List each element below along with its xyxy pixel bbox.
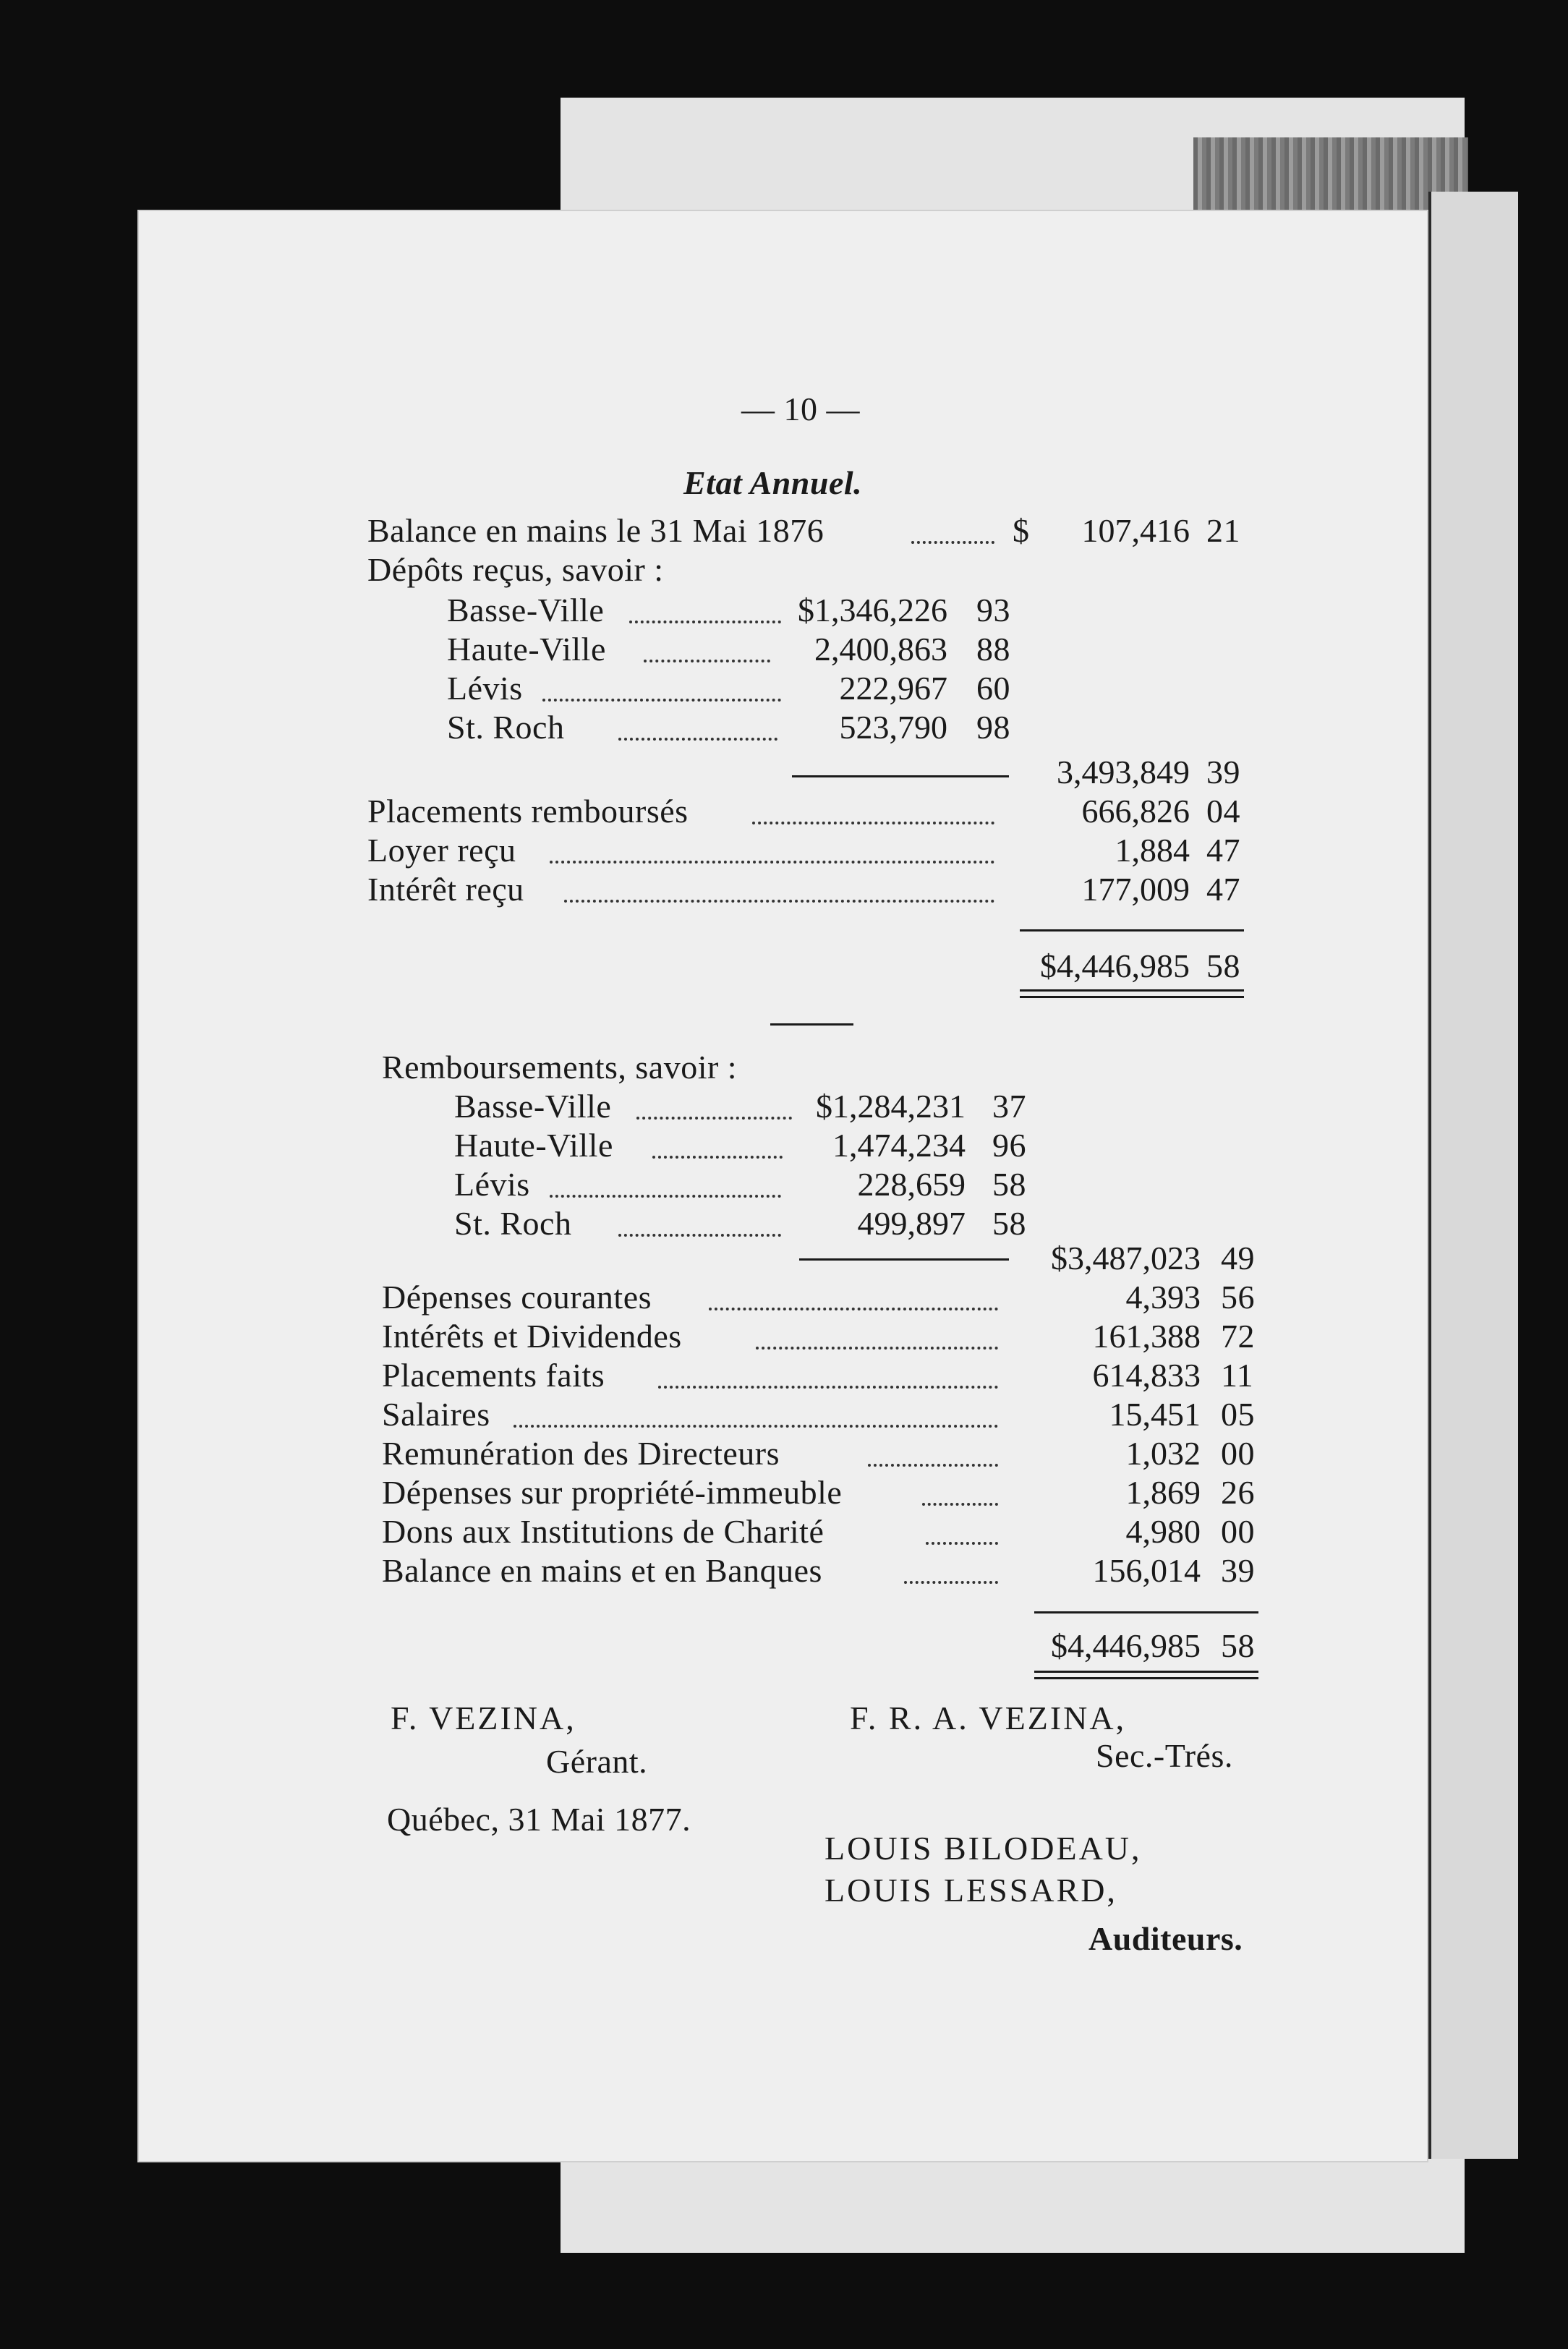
deposit-amount: 222,967: [839, 670, 947, 707]
leader-dots: [658, 1386, 998, 1389]
deposits-total-amount: 3,493,849: [1057, 754, 1190, 790]
section-divider: [770, 1023, 853, 1026]
double-rule: [1034, 1671, 1258, 1679]
expense-cents: 11: [1221, 1357, 1254, 1394]
receipt-label: Loyer reçu: [367, 832, 516, 869]
repayment-label: St. Roch: [454, 1205, 572, 1242]
manager-name: F. VEZINA,: [391, 1700, 576, 1736]
expense-cents: 05: [1221, 1396, 1255, 1433]
receipt-label: Placements remboursés: [367, 793, 689, 830]
opening-balance-dollar: $: [1013, 512, 1030, 549]
expense-label: Dépenses courantes: [382, 1279, 652, 1316]
repayment-cents: 37: [992, 1088, 1026, 1125]
page-number: — 10 —: [741, 391, 860, 427]
auditor-name: LOUIS LESSARD,: [825, 1872, 1117, 1909]
leader-dots: [926, 1542, 998, 1545]
place-and-date: Québec, 31 Mai 1877.: [387, 1801, 691, 1838]
expense-cents: 00: [1221, 1435, 1255, 1472]
double-rule: [1020, 989, 1244, 998]
deposit-cents: 98: [976, 709, 1010, 746]
receipt-amount: 1,884: [1115, 832, 1190, 869]
leader-dots: [911, 541, 994, 544]
leader-dots: [514, 1425, 998, 1428]
leader-dots: [752, 822, 994, 824]
total-rule: [1034, 1611, 1258, 1613]
repayment-amount: 499,897: [857, 1205, 966, 1242]
total-rule: [1020, 929, 1244, 932]
leader-dots: [564, 900, 994, 903]
repayment-amount: 228,659: [857, 1166, 966, 1203]
repayment-cents: 58: [992, 1166, 1026, 1203]
receipt-amount: 177,009: [1081, 871, 1190, 908]
deposit-cents: 88: [976, 631, 1010, 668]
deposit-label: Basse-Ville: [447, 592, 605, 628]
auditors-title: Auditeurs.: [1088, 1920, 1243, 1957]
secretary-name: F. R. A. VEZINA,: [850, 1700, 1127, 1736]
leader-dots: [709, 1308, 998, 1310]
expense-amount: 1,032: [1125, 1435, 1201, 1472]
receipts-grand-total-cents: 58: [1206, 947, 1240, 984]
manager-title: Gérant.: [546, 1743, 648, 1780]
repayment-amount: 1,474,234: [832, 1127, 966, 1164]
repayments-total-amount: $3,487,023: [1051, 1240, 1201, 1276]
repayment-label: Lévis: [454, 1166, 530, 1203]
deposit-cents: 60: [976, 670, 1010, 707]
expense-label: Balance en mains et en Banques: [382, 1552, 822, 1589]
deposit-cents: 93: [976, 592, 1010, 628]
expense-label: Remunération des Directeurs: [382, 1435, 780, 1472]
auditor-name: LOUIS BILODEAU,: [825, 1830, 1142, 1867]
repayment-amount: $1,284,231: [816, 1088, 966, 1125]
document-page: [137, 210, 1428, 2162]
expense-cents: 56: [1221, 1279, 1255, 1316]
expense-amount: 15,451: [1109, 1396, 1201, 1433]
repayment-label: Haute-Ville: [454, 1127, 613, 1164]
subtotal-rule: [792, 775, 1009, 777]
deposit-label: St. Roch: [447, 709, 565, 746]
expense-label: Intérêts et Dividendes: [382, 1318, 682, 1355]
expense-cents: 39: [1221, 1552, 1255, 1589]
expense-label: Placements faits: [382, 1357, 605, 1394]
expense-label: Dons aux Institutions de Charité: [382, 1513, 825, 1550]
repayment-cents: 58: [992, 1205, 1026, 1242]
receipts-grand-total-amount: $4,446,985: [1040, 947, 1190, 984]
expense-label: Salaires: [382, 1396, 490, 1433]
deposit-label: Lévis: [447, 670, 523, 707]
deposit-label: Haute-Ville: [447, 631, 606, 668]
deposits-header: Dépôts reçus, savoir :: [367, 551, 664, 588]
adjacent-page: [1428, 192, 1518, 2159]
expense-amount: 4,393: [1125, 1279, 1201, 1316]
repayment-label: Basse-Ville: [454, 1088, 612, 1125]
opening-balance-amount: 107,416: [1081, 512, 1190, 549]
deposit-amount: 2,400,863: [814, 631, 947, 668]
expense-cents: 72: [1221, 1318, 1255, 1355]
expense-amount: 4,980: [1125, 1513, 1201, 1550]
repayments-header: Remboursements, savoir :: [382, 1049, 738, 1086]
expense-amount: 156,014: [1092, 1552, 1201, 1589]
expense-cents: 00: [1221, 1513, 1255, 1550]
deposit-amount: 523,790: [839, 709, 947, 746]
opening-balance-cents: 21: [1206, 512, 1240, 549]
expense-amount: 161,388: [1092, 1318, 1201, 1355]
receipt-cents: 04: [1206, 793, 1240, 830]
receipt-cents: 47: [1206, 832, 1240, 869]
deposit-amount: $1,346,226: [798, 592, 947, 628]
leader-dots: [904, 1581, 998, 1584]
secretary-title: Sec.-Trés.: [1096, 1737, 1233, 1774]
subtotal-rule: [799, 1258, 1009, 1261]
leader-dots: [550, 861, 994, 864]
disbursements-grand-total-cents: 58: [1221, 1627, 1255, 1664]
leader-dots: [868, 1464, 998, 1467]
leader-dots: [922, 1503, 998, 1506]
expense-amount: 1,869: [1125, 1474, 1201, 1511]
receipt-cents: 47: [1206, 871, 1240, 908]
deposits-total-cents: 39: [1206, 754, 1240, 790]
receipt-amount: 666,826: [1081, 793, 1190, 830]
receipt-label: Intérêt reçu: [367, 871, 524, 908]
repayment-cents: 96: [992, 1127, 1026, 1164]
opening-balance-label: Balance en mains le 31 Mai 1876: [367, 512, 825, 549]
leader-dots: [550, 1195, 781, 1198]
disbursements-grand-total-amount: $4,446,985: [1051, 1627, 1201, 1664]
expense-label: Dépenses sur propriété-immeuble: [382, 1474, 843, 1511]
leader-dots: [756, 1347, 998, 1350]
repayments-total-cents: 49: [1221, 1240, 1255, 1276]
page-title: Etat Annuel.: [683, 464, 863, 501]
expense-amount: 614,833: [1092, 1357, 1201, 1394]
expense-cents: 26: [1221, 1474, 1255, 1511]
